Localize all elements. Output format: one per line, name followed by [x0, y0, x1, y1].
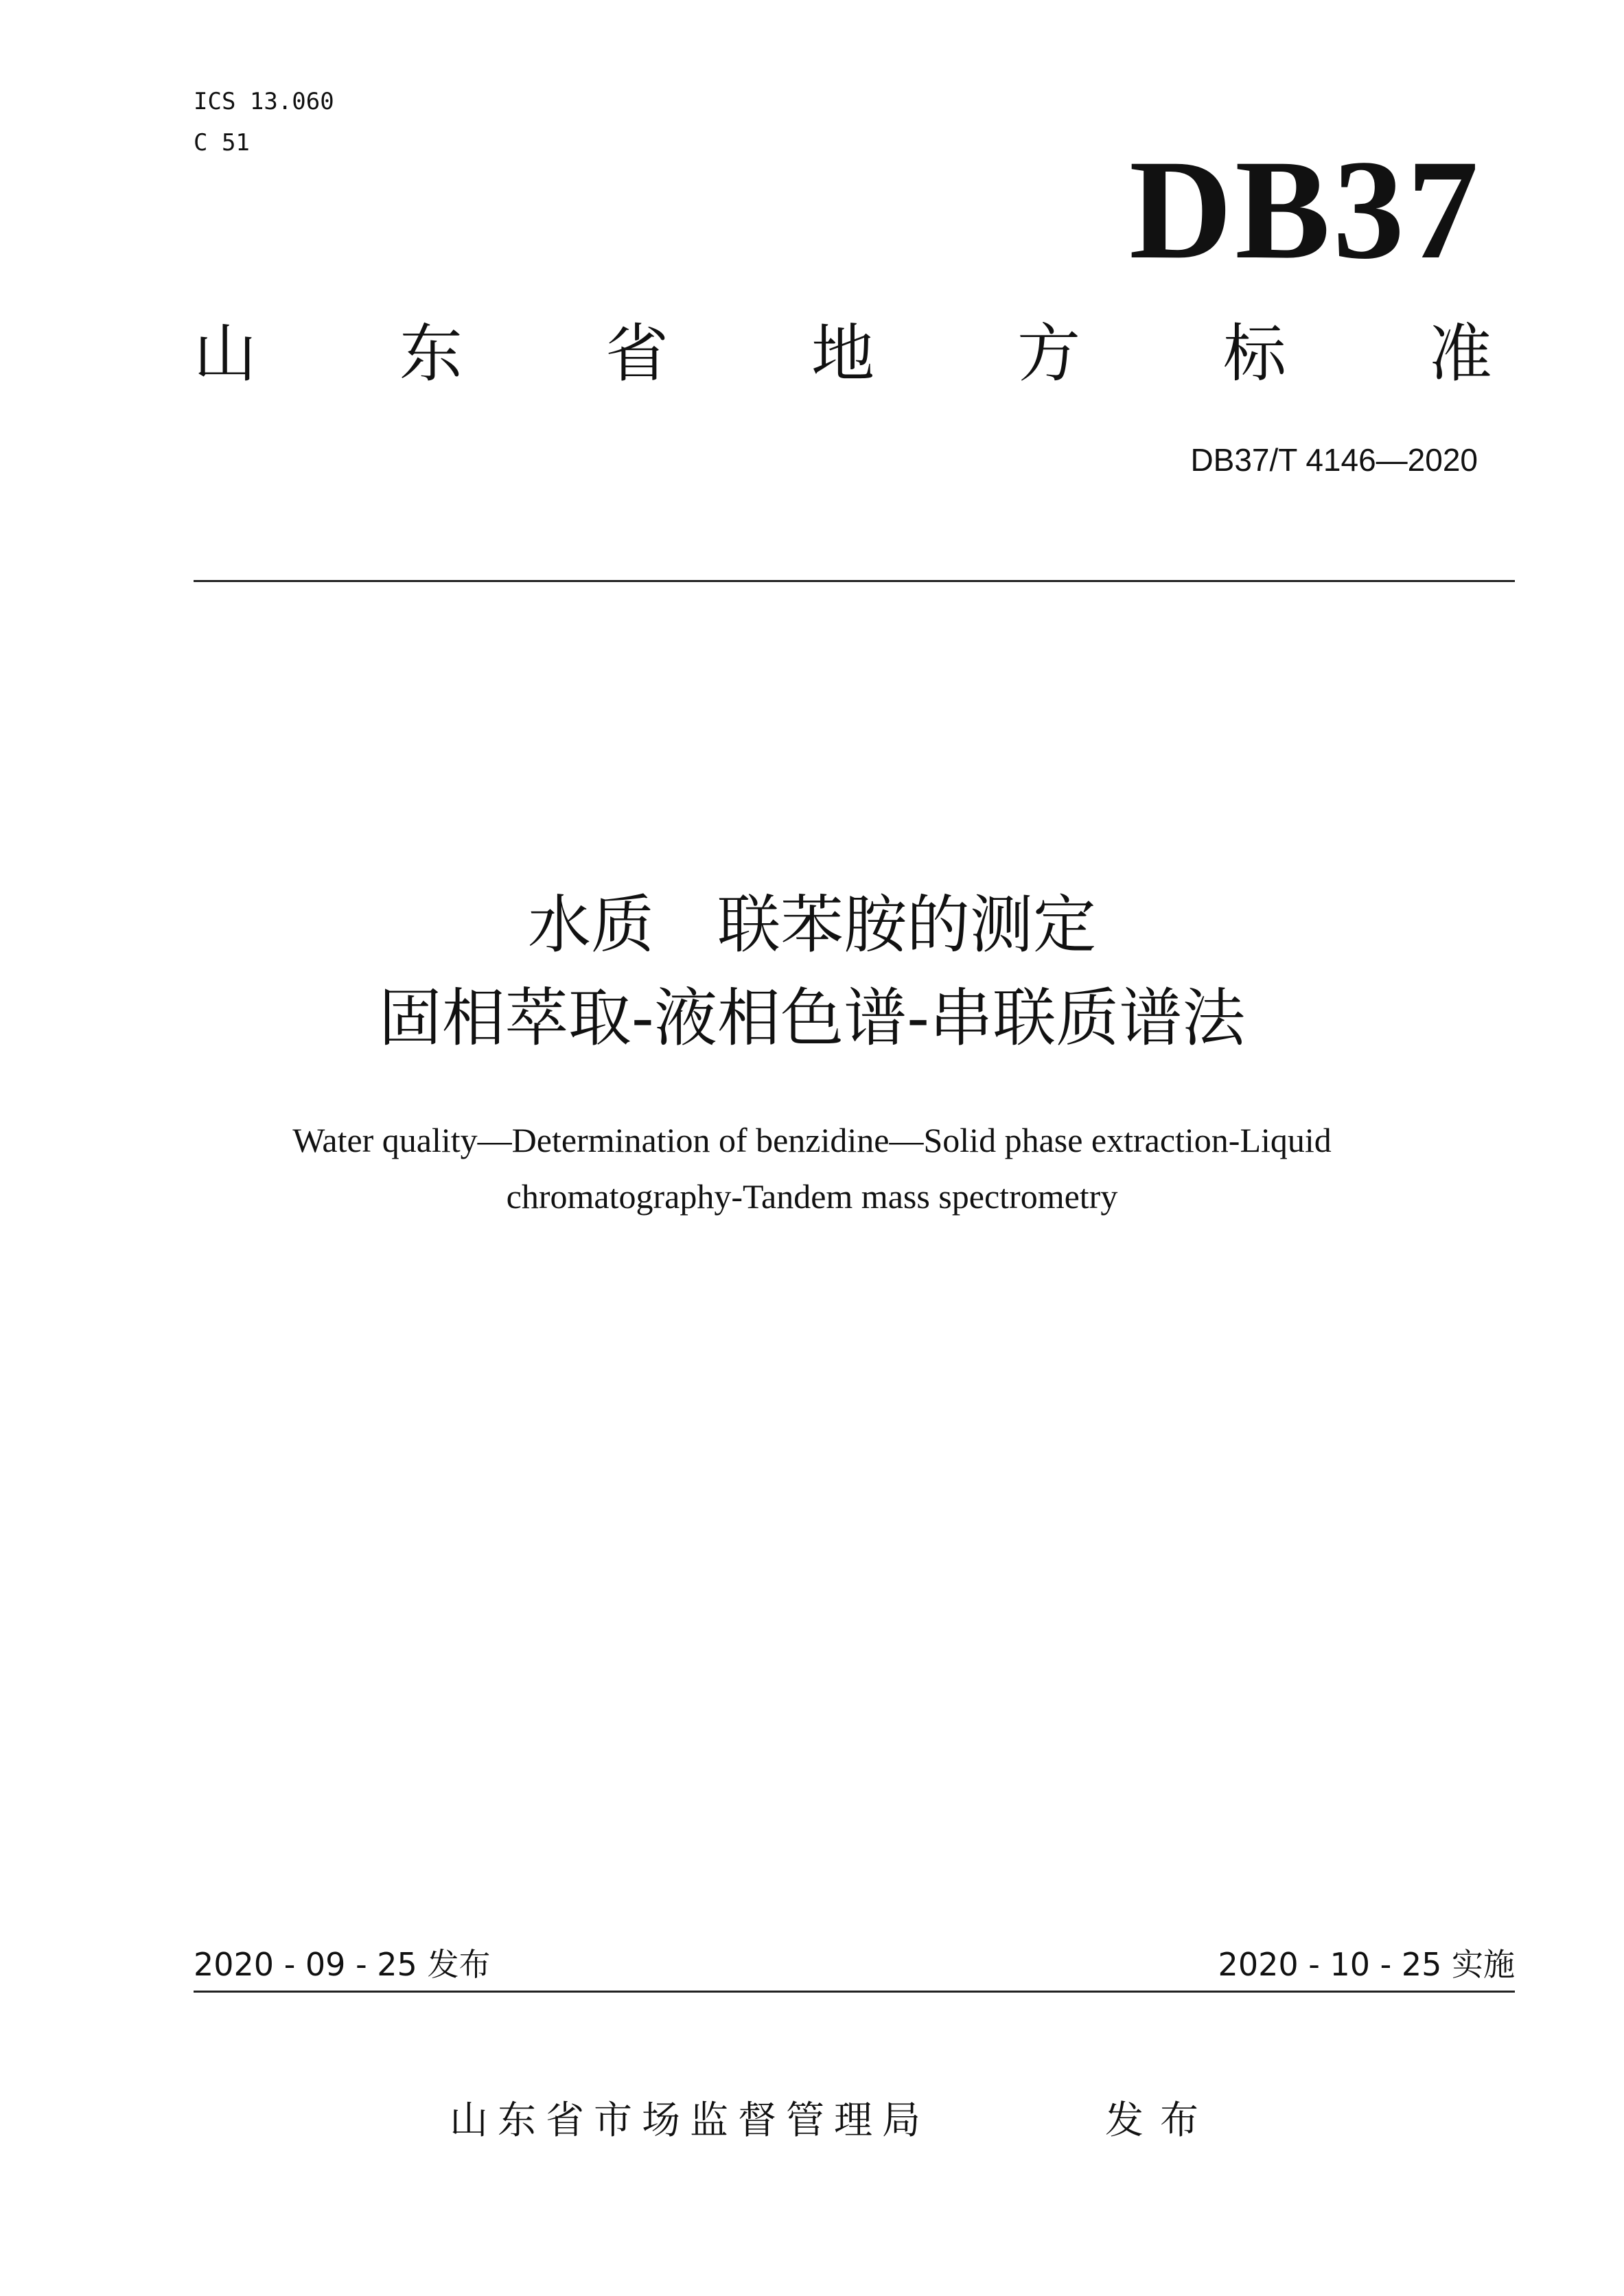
english-title-line-2: chromatography-Tandem mass spectrometry [506, 1177, 1118, 1216]
footer-divider [194, 1991, 1515, 1993]
standard-type-char: 东 [399, 317, 463, 391]
standard-type-char: 标 [1222, 317, 1286, 391]
publisher-name: 山东省市场监督管理局 [450, 2098, 930, 2143]
standard-type-char: 地 [811, 317, 874, 391]
header-divider [194, 580, 1515, 582]
db37-logo: DB37 [1129, 130, 1481, 288]
english-title-line-1: Water quality—Determination of benzidine—Solid phase extraction-Liquid [292, 1121, 1332, 1159]
standard-number: DB37/T 4146—2020 [1190, 442, 1478, 478]
implementation-date: 2020 - 10 - 25 实施 [1218, 1946, 1515, 1983]
chinese-title-line-2: 固相萃取-液相色谱-串联质谱法 [378, 982, 1246, 1055]
ccs-number: C 51 [194, 129, 250, 156]
standard-type-char: 准 [1428, 317, 1492, 391]
english-title [0, 1112, 1624, 1225]
standard-type-char: 山 [194, 317, 257, 391]
standard-type-title [194, 313, 1492, 395]
ics-codes [194, 81, 334, 163]
publish-label: 发布 [1105, 2098, 1215, 2143]
standard-type-char: 方 [1017, 317, 1080, 391]
ics-number: ICS 13.060 [194, 88, 334, 115]
standard-type-char: 省 [605, 317, 669, 391]
issue-date: 2020 - 09 - 25 发布 [194, 1946, 491, 1983]
chinese-title-line-1: 水质 联苯胺的测定 [527, 888, 1096, 962]
